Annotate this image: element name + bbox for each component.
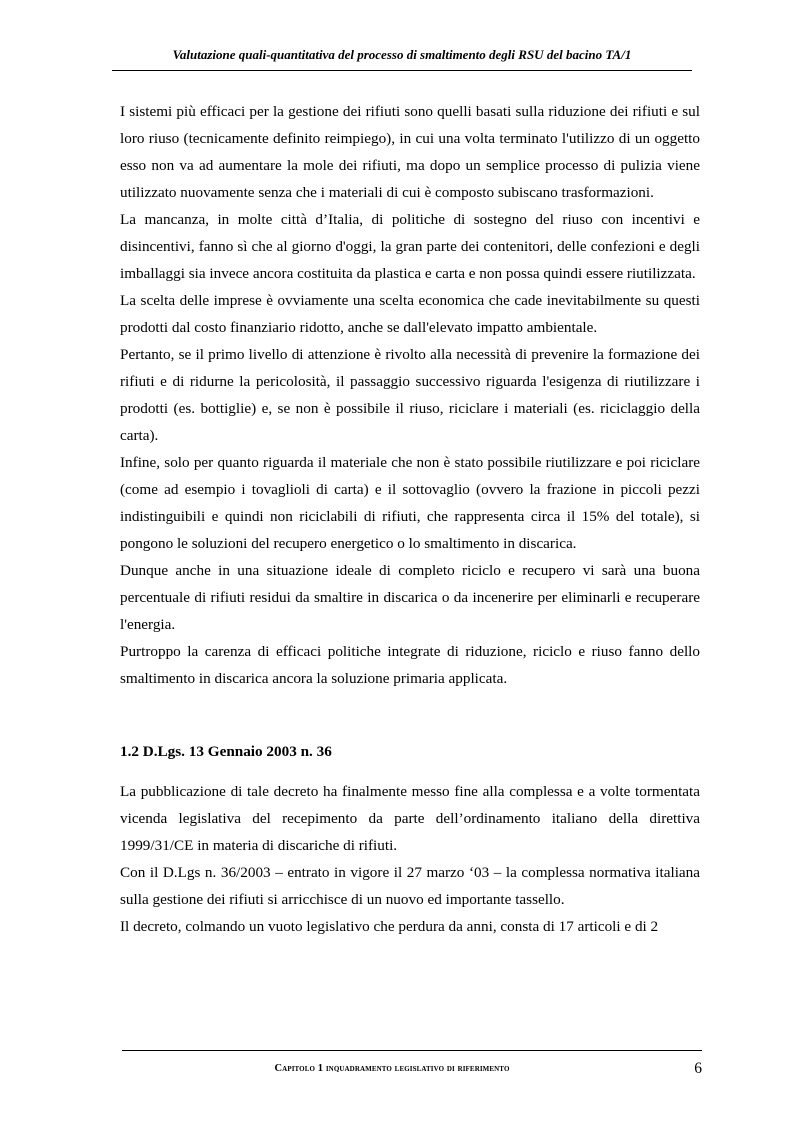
footer-chapter-title: Capitolo 1 inquadramento legislativo di riferimento [274,1063,510,1074]
header-divider [112,70,692,71]
body-paragraph: La mancanza, in molte città d’Italia, di politiche di sostegno del riuso con incentivi e disincentivi, fanno sì che al giorno d'oggi, la gran parte dei contenitori, delle confezioni e degli imballaggi sia invece ancora costituita da plastica e carta e non possa quindi essere riutilizzata. [120,211,700,282]
page-number: 6 [694,1060,702,1077]
section-heading: 1.2 D.Lgs. 13 Gennaio 2003 n. 36 [120,743,332,760]
document-body [120,98,700,940]
body-paragraph: La scelta delle imprese è ovviamente una scelta economica che cade inevitabilmente su questi prodotti dal costo finanziario ridotto, anche se dall'elevato impatto ambientale. [120,292,700,336]
body-paragraph: Dunque anche in una situazione ideale di completo riciclo e recupero vi sarà una buona percentuale di rifiuti residui da smaltire in discarica o da incenerire per eliminarli e recuperare l'energia. [120,562,700,633]
body-paragraph: Infine, solo per quanto riguarda il materiale che non è stato possibile riutilizzare e poi riciclare (come ad esempio i tovaglioli di carta) e il sottovaglio (ovvero la frazione in piccoli pezzi indistinguibili e quindi non riciclabili di rifiuti, che rappresenta circa il 15% del totale), si pongono le soluzioni del recupero energetico o lo smaltimento in discarica. [120,454,700,552]
section-paragraph: Il decreto, colmando un vuoto legislativo che perdura da anni, consta di 17 articoli e di 2 [120,918,659,935]
body-paragraph: Pertanto, se il primo livello di attenzione è rivolto alla necessità di prevenire la formazione dei rifiuti e di ridurne la pericolosità, il passaggio successivo riguarda l'esigenza di riutilizzare i prodotti (es. bottiglie) e, se non è possibile il riuso, riciclare i materiali (es. riciclaggio della carta). [120,346,700,444]
running-header: Valutazione quali-quantitativa del processo di smaltimento degli RSU del bacino TA/1 [172,47,632,62]
body-paragraph: I sistemi più efficaci per la gestione dei rifiuti sono quelli basati sulla riduzione dei rifiuti e sul loro riuso (tecnicamente definito reimpiego), in cui una volta terminato l'utilizzo di un oggetto esso non va ad aumentare la mole dei rifiuti, ma dopo un semplice processo di pulizia viene utilizzato nuovamente senza che i materiali di cui è composto subiscano trasformazioni. [120,103,700,201]
section-paragraph: Con il D.Lgs n. 36/2003 – entrato in vigore il 27 marzo ‘03 – la complessa normativa italiana sulla gestione dei rifiuti si arricchisce di un nuovo ed importante tassello. [120,864,700,908]
body-paragraph: Purtroppo la carenza di efficaci politiche integrate di riduzione, riciclo e riuso fanno dello smaltimento in discarica ancora la soluzione primaria applicata. [120,643,700,687]
section-paragraph: La pubblicazione di tale decreto ha finalmente messo fine alla complessa e a volte tormentata vicenda legislativa del recepimento da parte dell’ordinamento italiano della direttiva 1999/31/CE in materia di discariche di rifiuti. [120,783,700,854]
footer-divider [122,1050,702,1051]
